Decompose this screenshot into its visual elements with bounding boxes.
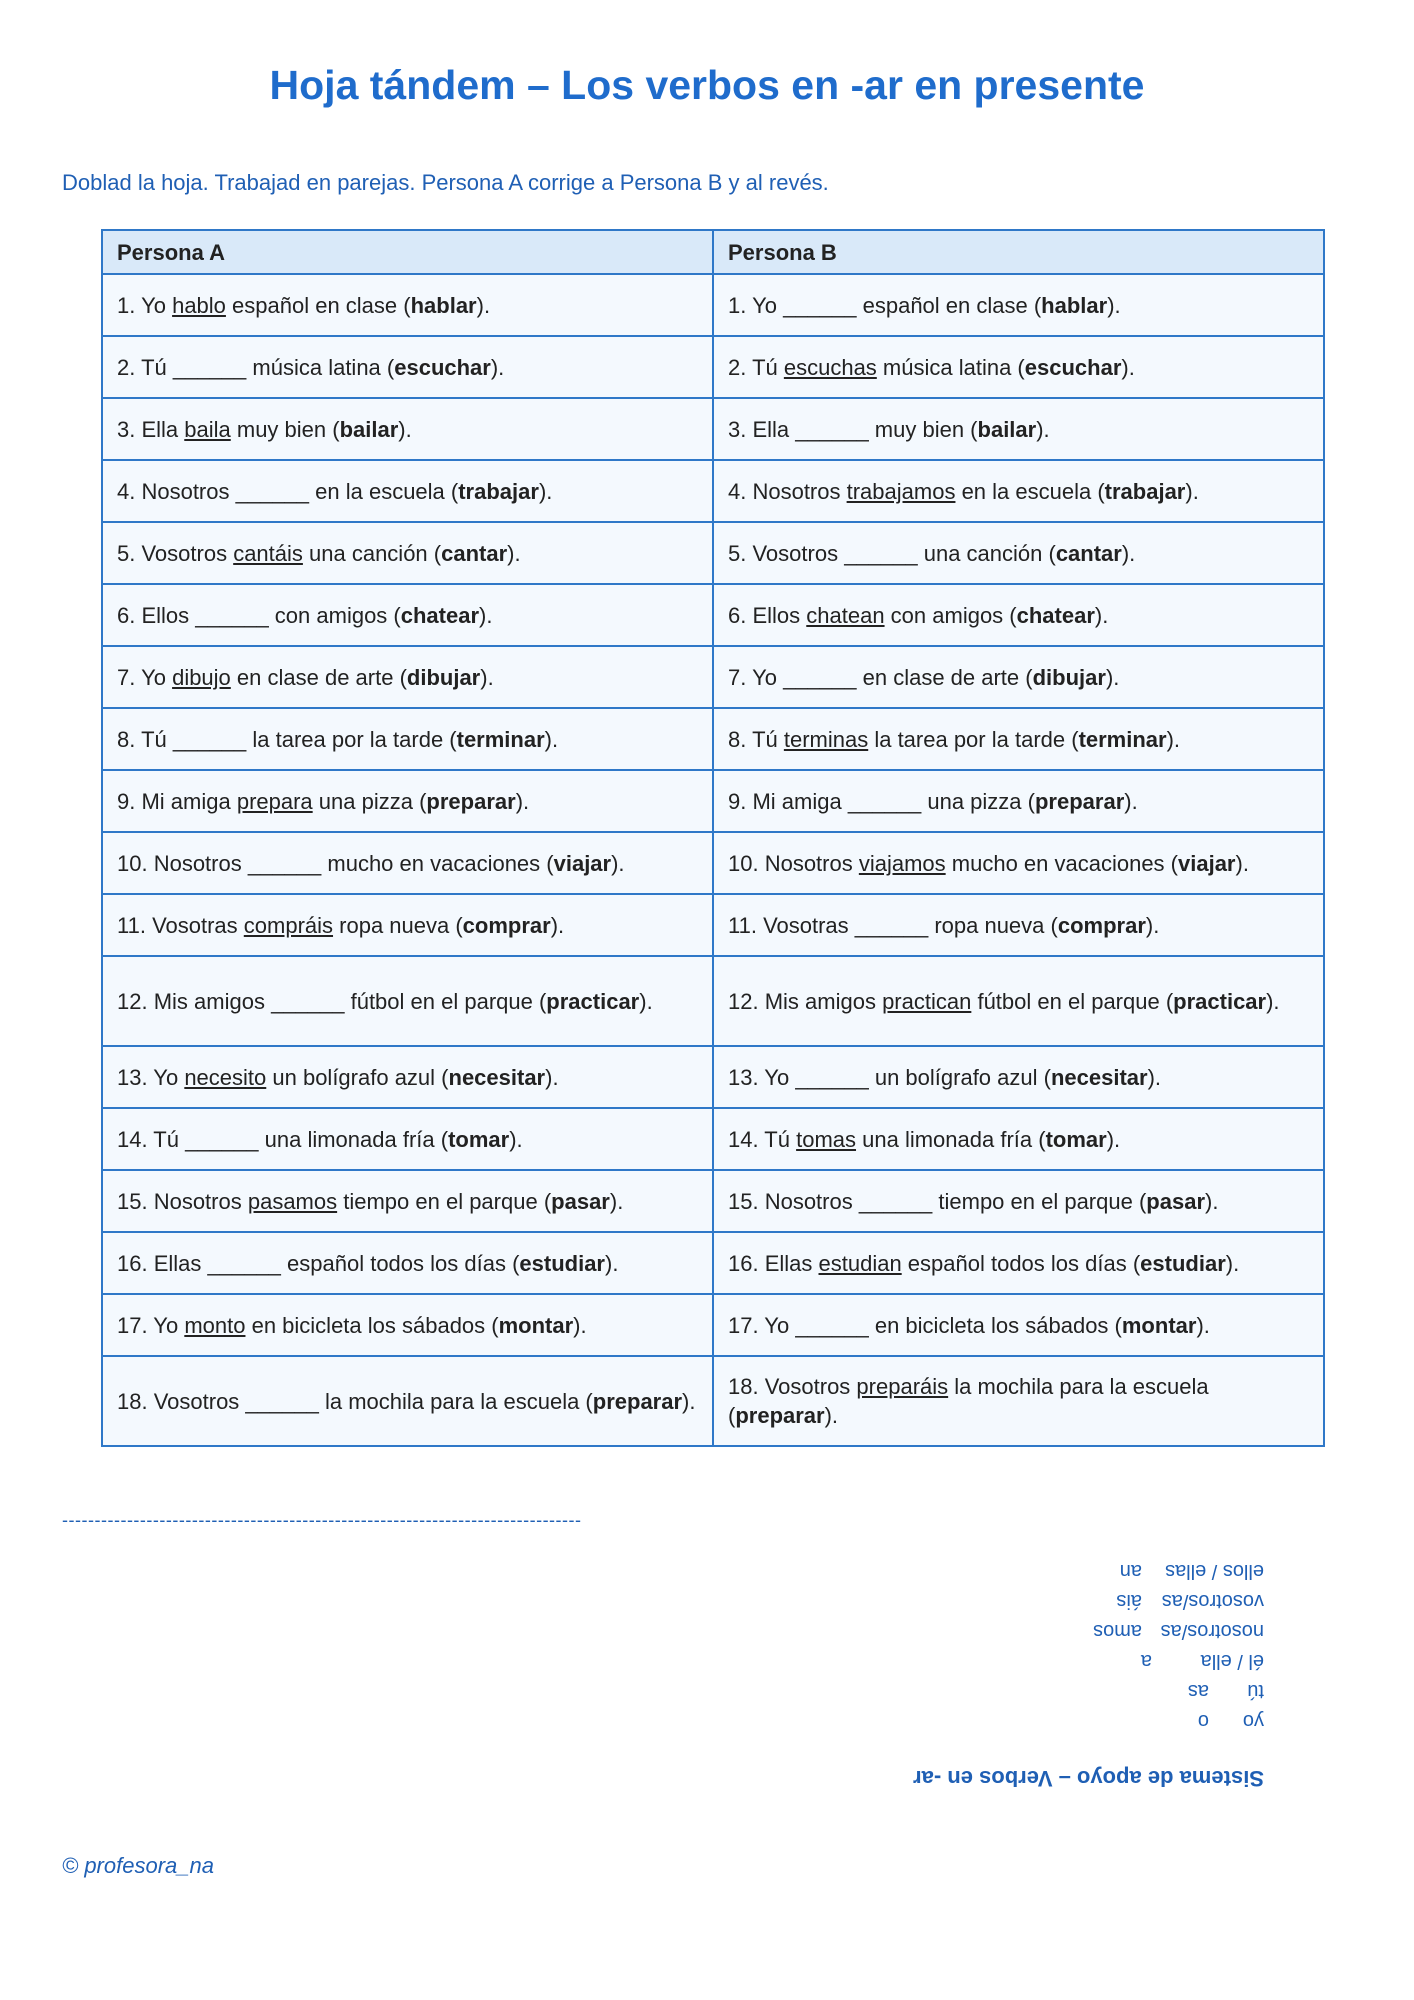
verb-answer: baila — [184, 416, 231, 442]
infinitive: practicar — [546, 988, 640, 1014]
sentence-text: 6. Ellos — [728, 602, 807, 628]
blank: ______ — [783, 292, 857, 318]
sentence-text: una pizza ( — [312, 788, 427, 814]
sentence-text: una canción ( — [917, 540, 1056, 566]
sentence-text: muy bien ( — [230, 416, 340, 442]
cell-persona-a — [102, 336, 713, 398]
sentence-text: ). — [544, 726, 559, 752]
sentence-text: ). — [1147, 1064, 1162, 1090]
verb-answer: prepara — [236, 788, 313, 814]
sentence-text: ). — [1225, 1250, 1240, 1276]
support-person: nosotros/as — [1160, 1620, 1264, 1642]
table-row — [102, 832, 1324, 894]
infinitive: escuchar — [394, 354, 491, 380]
infinitive: bailar — [339, 416, 399, 442]
cell-persona-b — [713, 584, 1324, 646]
table-row — [102, 646, 1324, 708]
verb-answer: pasamos — [247, 1188, 338, 1214]
support-ending: as — [1187, 1680, 1209, 1702]
sentence-text: la tarea por la tarde ( — [868, 726, 1079, 752]
cell-persona-a — [102, 646, 713, 708]
cell-persona-b — [713, 274, 1324, 336]
cell-persona-b — [713, 1356, 1324, 1446]
sentence-text: 12. Mis amigos — [117, 988, 272, 1014]
support-person: ellos / ellas — [1165, 1560, 1264, 1582]
sentence-text: ). — [1036, 416, 1050, 442]
table-row — [102, 398, 1324, 460]
blank: ______ — [245, 1388, 319, 1414]
header-persona-a: Persona A — [102, 230, 713, 274]
cell-persona-b — [713, 832, 1324, 894]
sentence-text: 13. Yo — [117, 1064, 185, 1090]
sentence-text: 16. Ellas — [728, 1250, 819, 1276]
sentence-text: en bicicleta los sábados ( — [868, 1312, 1122, 1338]
tandem-table — [101, 229, 1325, 1447]
sentence-text: ). — [611, 850, 625, 876]
infinitive: trabajar — [458, 478, 539, 504]
sentence-text: una canción ( — [302, 540, 442, 566]
sentence-text: con amigos ( — [268, 602, 401, 628]
sentence-text: fútbol en el parque ( — [344, 988, 547, 1014]
cell-persona-b — [713, 398, 1324, 460]
sentence-text: 10. Nosotros — [728, 850, 859, 876]
sentence-text: en clase de arte ( — [230, 664, 407, 690]
table-row — [102, 894, 1324, 956]
sentence-text: 5. Vosotros — [728, 540, 845, 566]
sentence-text: 13. Yo — [728, 1064, 796, 1090]
sentence-text: tiempo en el parque ( — [932, 1188, 1147, 1214]
table-row — [102, 460, 1324, 522]
sentence-text: ). — [538, 478, 553, 504]
sentence-text: 18. Vosotros — [117, 1388, 246, 1414]
infinitive: trabajar — [1104, 478, 1186, 504]
blank: ______ — [235, 478, 310, 504]
infinitive: escuchar — [1024, 354, 1122, 380]
sentence-text: 11. Vosotras — [117, 912, 244, 938]
sentence-text: 7. Yo — [117, 664, 173, 690]
cell-persona-b — [713, 522, 1324, 584]
table-header-row — [102, 230, 1324, 274]
cell-persona-b — [713, 1170, 1324, 1232]
sentence-text: 18. Vosotros — [728, 1374, 857, 1399]
table-row — [102, 1232, 1324, 1294]
sentence-text: tiempo en el parque ( — [337, 1188, 552, 1214]
verb-answer: tomas — [796, 1126, 857, 1152]
sentence-text: 8. Tú — [728, 726, 784, 752]
sentence-text: 10. Nosotros — [117, 850, 248, 876]
sentence-text: ). — [515, 788, 530, 814]
sentence-text: 4. Nosotros — [117, 478, 236, 504]
verb-answer: viajamos — [858, 850, 946, 876]
blank: ______ — [172, 354, 247, 380]
verb-answer: necesito — [184, 1064, 267, 1090]
cell-persona-b — [713, 770, 1324, 832]
infinitive: preparar — [735, 1403, 825, 1428]
verb-answer: terminas — [783, 726, 869, 752]
table-row — [102, 522, 1324, 584]
sentence-text: un bolígrafo azul ( — [266, 1064, 449, 1090]
verb-answer: trabajamos — [846, 478, 956, 504]
blank: ______ — [854, 912, 929, 938]
table-row — [102, 1356, 1324, 1446]
blank: ______ — [207, 1250, 281, 1276]
table-row — [102, 770, 1324, 832]
sentence-text: español todos los días ( — [280, 1250, 520, 1276]
cell-persona-b — [713, 956, 1324, 1046]
blank: ______ — [783, 664, 857, 690]
sentence-text: un bolígrafo azul ( — [868, 1064, 1051, 1090]
sentence-text: 11. Vosotras — [728, 912, 855, 938]
infinitive: necesitar — [448, 1064, 546, 1090]
fold-line: -------------------------------------------------------------------------------- — [62, 1510, 582, 1530]
sentence-text: ). — [1121, 540, 1136, 566]
sentence-text: ). — [1185, 478, 1199, 504]
sentence-text: ). — [605, 1250, 619, 1276]
cell-persona-b — [713, 1232, 1324, 1294]
sentence-text: 12. Mis amigos — [728, 988, 883, 1014]
sentence-text: 2. Tú — [117, 354, 173, 380]
infinitive: hablar — [410, 292, 477, 318]
sentence-text: ). — [1121, 354, 1135, 380]
cell-persona-a — [102, 584, 713, 646]
sentence-text: ). — [1094, 602, 1109, 628]
table-row — [102, 584, 1324, 646]
infinitive: viajar — [553, 850, 612, 876]
sentence-text: ). — [609, 1188, 624, 1214]
sentence-text: música latina ( — [246, 354, 395, 380]
sentence-text: 3. Ella — [728, 416, 796, 442]
cell-persona-a — [102, 460, 713, 522]
table-row — [102, 274, 1324, 336]
page-title: Hoja tándem – Los verbos en -ar en presente — [269, 62, 1145, 108]
sentence-text: 16. Ellas — [117, 1250, 208, 1276]
sentence-text: ). — [1106, 1126, 1121, 1152]
sentence-text: ). — [479, 602, 493, 628]
sentence-text: mucho en vacaciones ( — [321, 850, 554, 876]
infinitive: viajar — [1178, 850, 1236, 876]
cell-persona-a — [102, 1294, 713, 1356]
cell-persona-b — [713, 646, 1324, 708]
support-person: tú — [1247, 1680, 1264, 1702]
table-row — [102, 1046, 1324, 1108]
cell-persona-a — [102, 1170, 713, 1232]
support-ending: o — [1197, 1710, 1209, 1732]
infinitive: necesitar — [1050, 1064, 1148, 1090]
sentence-text: ). — [573, 1312, 587, 1338]
sentence-text: mucho en vacaciones ( — [945, 850, 1178, 876]
infinitive: tomar — [1045, 1126, 1107, 1152]
cell-persona-a — [102, 1232, 713, 1294]
cell-persona-a — [102, 708, 713, 770]
sentence-text: en la escuela ( — [309, 478, 459, 504]
sentence-text: 6. Ellos — [117, 602, 196, 628]
sentence-text: ). — [1145, 912, 1160, 938]
blank: ______ — [795, 416, 869, 442]
table-row — [102, 1294, 1324, 1356]
sentence-text: 5. Vosotros — [117, 540, 234, 566]
infinitive: terminar — [456, 726, 545, 752]
sentence-text: la mochila para la escuela ( — [728, 1374, 1209, 1428]
sentence-text: la mochila para la escuela ( — [318, 1388, 593, 1414]
sentence-text: en la escuela ( — [955, 478, 1105, 504]
blank: ______ — [847, 788, 922, 814]
sentence-text: ). — [1105, 664, 1120, 690]
blank: ______ — [844, 540, 918, 566]
sentence-text: ). — [1196, 1312, 1210, 1338]
infinitive: estudiar — [1140, 1250, 1226, 1276]
infinitive: dibujar — [406, 664, 481, 690]
sentence-text: la tarea por la tarde ( — [246, 726, 457, 752]
infinitive: pasar — [551, 1188, 610, 1214]
sentence-text: 14. Tú — [117, 1126, 186, 1152]
sentence-text: en clase de arte ( — [856, 664, 1033, 690]
sentence-text: 17. Yo — [117, 1312, 185, 1338]
verb-answer: estudian — [818, 1250, 902, 1276]
sentence-text: 1. Yo — [728, 292, 784, 318]
sentence-text: con amigos ( — [884, 602, 1017, 628]
infinitive: comprar — [1057, 912, 1146, 938]
table-row — [102, 708, 1324, 770]
cell-persona-a — [102, 1356, 713, 1446]
sentence-text: ). — [490, 354, 505, 380]
sentence-text: una pizza ( — [921, 788, 1035, 814]
sentence-text: español en clase ( — [856, 292, 1042, 318]
infinitive: terminar — [1078, 726, 1167, 752]
sentence-text: ). — [1166, 726, 1181, 752]
infinitive: preparar — [1034, 788, 1125, 814]
sentence-text: música latina ( — [876, 354, 1025, 380]
cell-persona-b — [713, 336, 1324, 398]
blank: ______ — [858, 1188, 933, 1214]
sentence-text: ropa nueva ( — [333, 912, 463, 938]
sentence-text: ). — [476, 292, 491, 318]
infinitive: preparar — [426, 788, 516, 814]
verb-answer: practican — [882, 988, 972, 1014]
sentence-text: ropa nueva ( — [928, 912, 1058, 938]
sentence-text: ). — [1235, 850, 1249, 876]
cell-persona-a — [102, 1108, 713, 1170]
sentence-text: español todos los días ( — [901, 1250, 1141, 1276]
infinitive: cantar — [441, 540, 508, 566]
sentence-text: en bicicleta los sábados ( — [245, 1312, 499, 1338]
sentence-text: 1. Yo — [117, 292, 173, 318]
sentence-text: 9. Mi amiga — [728, 788, 848, 814]
sentence-text: ). — [1107, 292, 1121, 318]
infinitive: chatear — [1016, 602, 1095, 628]
blank: ______ — [795, 1064, 869, 1090]
instructions: Doblad la hoja. Trabajad en parejas. Persona A corrige a Persona B y al revés. — [62, 170, 829, 195]
blank: ______ — [172, 726, 247, 752]
support-person: yo — [1242, 1710, 1264, 1732]
cell-persona-b — [713, 708, 1324, 770]
table-row — [102, 956, 1324, 1046]
cell-persona-a — [102, 770, 713, 832]
infinitive: comprar — [462, 912, 551, 938]
sentence-text: ). — [398, 416, 412, 442]
sentence-text: 2. Tú — [728, 354, 784, 380]
table-row — [102, 336, 1324, 398]
support-ending: an — [1119, 1560, 1142, 1582]
sentence-text: ). — [509, 1126, 523, 1152]
cell-persona-a — [102, 522, 713, 584]
sentence-text: ). — [1266, 988, 1280, 1014]
blank: ______ — [271, 988, 345, 1014]
sentence-text: ). — [1205, 1188, 1219, 1214]
sentence-text: ). — [682, 1388, 696, 1414]
infinitive: hablar — [1041, 292, 1108, 318]
cell-persona-a — [102, 832, 713, 894]
blank: ______ — [247, 850, 322, 876]
verb-answer: escuchas — [783, 354, 877, 380]
infinitive: dibujar — [1032, 664, 1106, 690]
sentence-text: español en clase ( — [225, 292, 411, 318]
verb-answer: dibujo — [172, 664, 231, 690]
verb-answer: cantáis — [233, 540, 303, 566]
cell-persona-b — [713, 1108, 1324, 1170]
verb-answer: compráis — [243, 912, 334, 938]
cell-persona-b — [713, 894, 1324, 956]
cell-persona-b — [713, 1046, 1324, 1108]
table-row — [102, 1108, 1324, 1170]
verb-answer: chatean — [806, 602, 885, 628]
sentence-text: ). — [507, 540, 521, 566]
sentence-text: una limonada fría ( — [258, 1126, 449, 1152]
table-row — [102, 1170, 1324, 1232]
infinitive: tomar — [448, 1126, 510, 1152]
infinitive: estudiar — [519, 1250, 605, 1276]
infinitive: preparar — [592, 1388, 683, 1414]
sentence-text: 3. Ella — [117, 416, 185, 442]
sentence-text: ). — [824, 1403, 839, 1428]
sentence-text: ). — [1124, 788, 1138, 814]
cell-persona-a — [102, 274, 713, 336]
infinitive: montar — [498, 1312, 574, 1338]
sentence-text: 8. Tú — [117, 726, 173, 752]
cell-persona-a — [102, 956, 713, 1046]
verb-answer: preparáis — [856, 1374, 949, 1399]
sentence-text: ). — [639, 988, 653, 1014]
cell-persona-b — [713, 460, 1324, 522]
sentence-text: muy bien ( — [868, 416, 978, 442]
cell-persona-a — [102, 1046, 713, 1108]
verb-answer: hablo — [172, 292, 226, 318]
sentence-text: 14. Tú — [728, 1126, 797, 1152]
sentence-text: 7. Yo — [728, 664, 784, 690]
sentence-text: una limonada fría ( — [856, 1126, 1046, 1152]
blank: ______ — [195, 602, 269, 628]
cell-persona-b — [713, 1294, 1324, 1356]
support-person: él / ella — [1200, 1650, 1264, 1672]
support-title: Sistema de apoyo – Verbos en -ar — [913, 1766, 1264, 1791]
sentence-text: ). — [545, 1064, 559, 1090]
infinitive: chatear — [400, 602, 480, 628]
infinitive: cantar — [1055, 540, 1122, 566]
copyright: © profesora_na — [62, 1853, 214, 1878]
infinitive: practicar — [1173, 988, 1267, 1014]
cell-persona-a — [102, 894, 713, 956]
infinitive: montar — [1121, 1312, 1197, 1338]
support-person: vosotros/as — [1161, 1590, 1264, 1612]
sentence-text: 9. Mi amiga — [117, 788, 237, 814]
blank: ______ — [185, 1126, 259, 1152]
table-body — [102, 274, 1324, 1446]
verb-answer: monto — [184, 1312, 246, 1338]
sentence-text: 15. Nosotros — [117, 1188, 248, 1214]
sentence-text: 17. Yo — [728, 1312, 796, 1338]
infinitive: pasar — [1146, 1188, 1206, 1214]
support-box — [913, 1560, 1264, 1795]
sentence-text: fútbol en el parque ( — [971, 988, 1174, 1014]
cell-persona-a — [102, 398, 713, 460]
support-ending: amos — [1093, 1620, 1142, 1642]
sentence-text: ). — [480, 664, 494, 690]
support-ending: a — [1140, 1650, 1152, 1672]
sentence-text: ). — [550, 912, 565, 938]
header-persona-b: Persona B — [713, 230, 1324, 274]
sentence-text: 15. Nosotros — [728, 1188, 859, 1214]
support-ending: áis — [1116, 1590, 1142, 1612]
blank: ______ — [795, 1312, 869, 1338]
sentence-text: 4. Nosotros — [728, 478, 847, 504]
infinitive: bailar — [977, 416, 1037, 442]
